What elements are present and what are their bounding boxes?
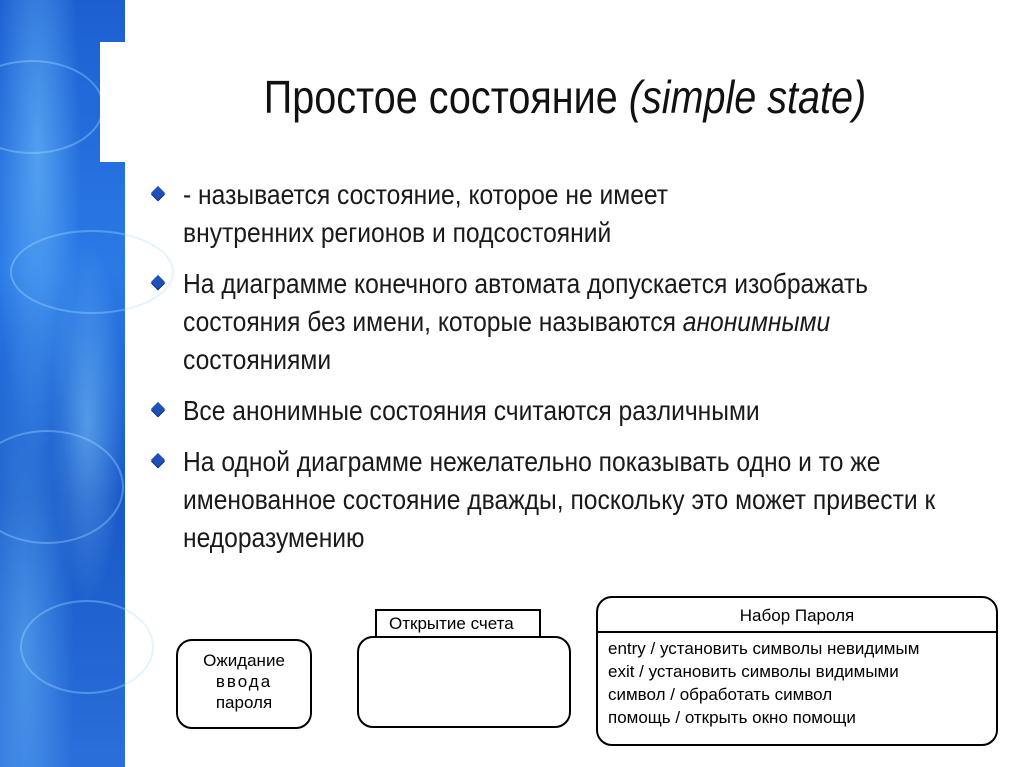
bullet-item — [148, 265, 1008, 379]
action-line: entry / установить символы невидимым — [608, 639, 920, 658]
title-italic: (simple state) — [628, 71, 867, 123]
bullet-diamond-icon — [151, 453, 165, 467]
action-line: символ / обработать символ — [608, 685, 833, 704]
action-line: помощь / открыть окно помощи — [608, 708, 856, 727]
bullet-item — [148, 392, 1008, 430]
bullet-list — [148, 176, 1008, 570]
state-password-entry — [596, 596, 998, 746]
bullet-item — [148, 176, 1008, 252]
bullet-item — [148, 443, 1008, 557]
state-waiting-password — [176, 639, 312, 729]
bullet-text: состояниями — [183, 344, 332, 375]
bullet-text: На одной диаграмме нежелательно показывать одно и то же именованное состояние дважды, поскольку это может привести к недоразумению — [183, 446, 936, 553]
wave-decoration — [20, 600, 154, 694]
wave-decoration — [0, 430, 124, 544]
state-name: Набор Пароля — [739, 606, 855, 625]
bullet-text-italic: анонимными — [682, 306, 831, 337]
action-line: exit / установить символы видимыми — [608, 662, 899, 681]
state-label — [178, 641, 310, 713]
state-anonymous-account-opening — [357, 636, 571, 728]
title-main: Простое состояние — [263, 71, 629, 123]
internal-actions — [598, 633, 996, 729]
bullet-text: На диаграмме конечного автомата допускается изображать состояния без имени, которые называются — [183, 268, 869, 337]
state-label-line: ввода — [215, 672, 273, 691]
state-label-line: Ожидание — [203, 651, 285, 670]
bullet-diamond-icon — [151, 275, 165, 289]
state-label-line: пароля — [215, 693, 273, 712]
wave-decoration — [0, 60, 104, 154]
bullet-text: Все анонимные состояния считаются различными — [183, 395, 760, 426]
bullet-diamond-icon — [151, 186, 165, 200]
bullet-diamond-icon — [151, 402, 165, 416]
title-area-notch — [100, 42, 125, 162]
state-name-tab: Открытие счета — [375, 609, 541, 636]
slide-title — [191, 70, 939, 124]
bullet-text: - называется состояние, которое не имеет внутренних регионов и подсостояний — [183, 179, 669, 248]
